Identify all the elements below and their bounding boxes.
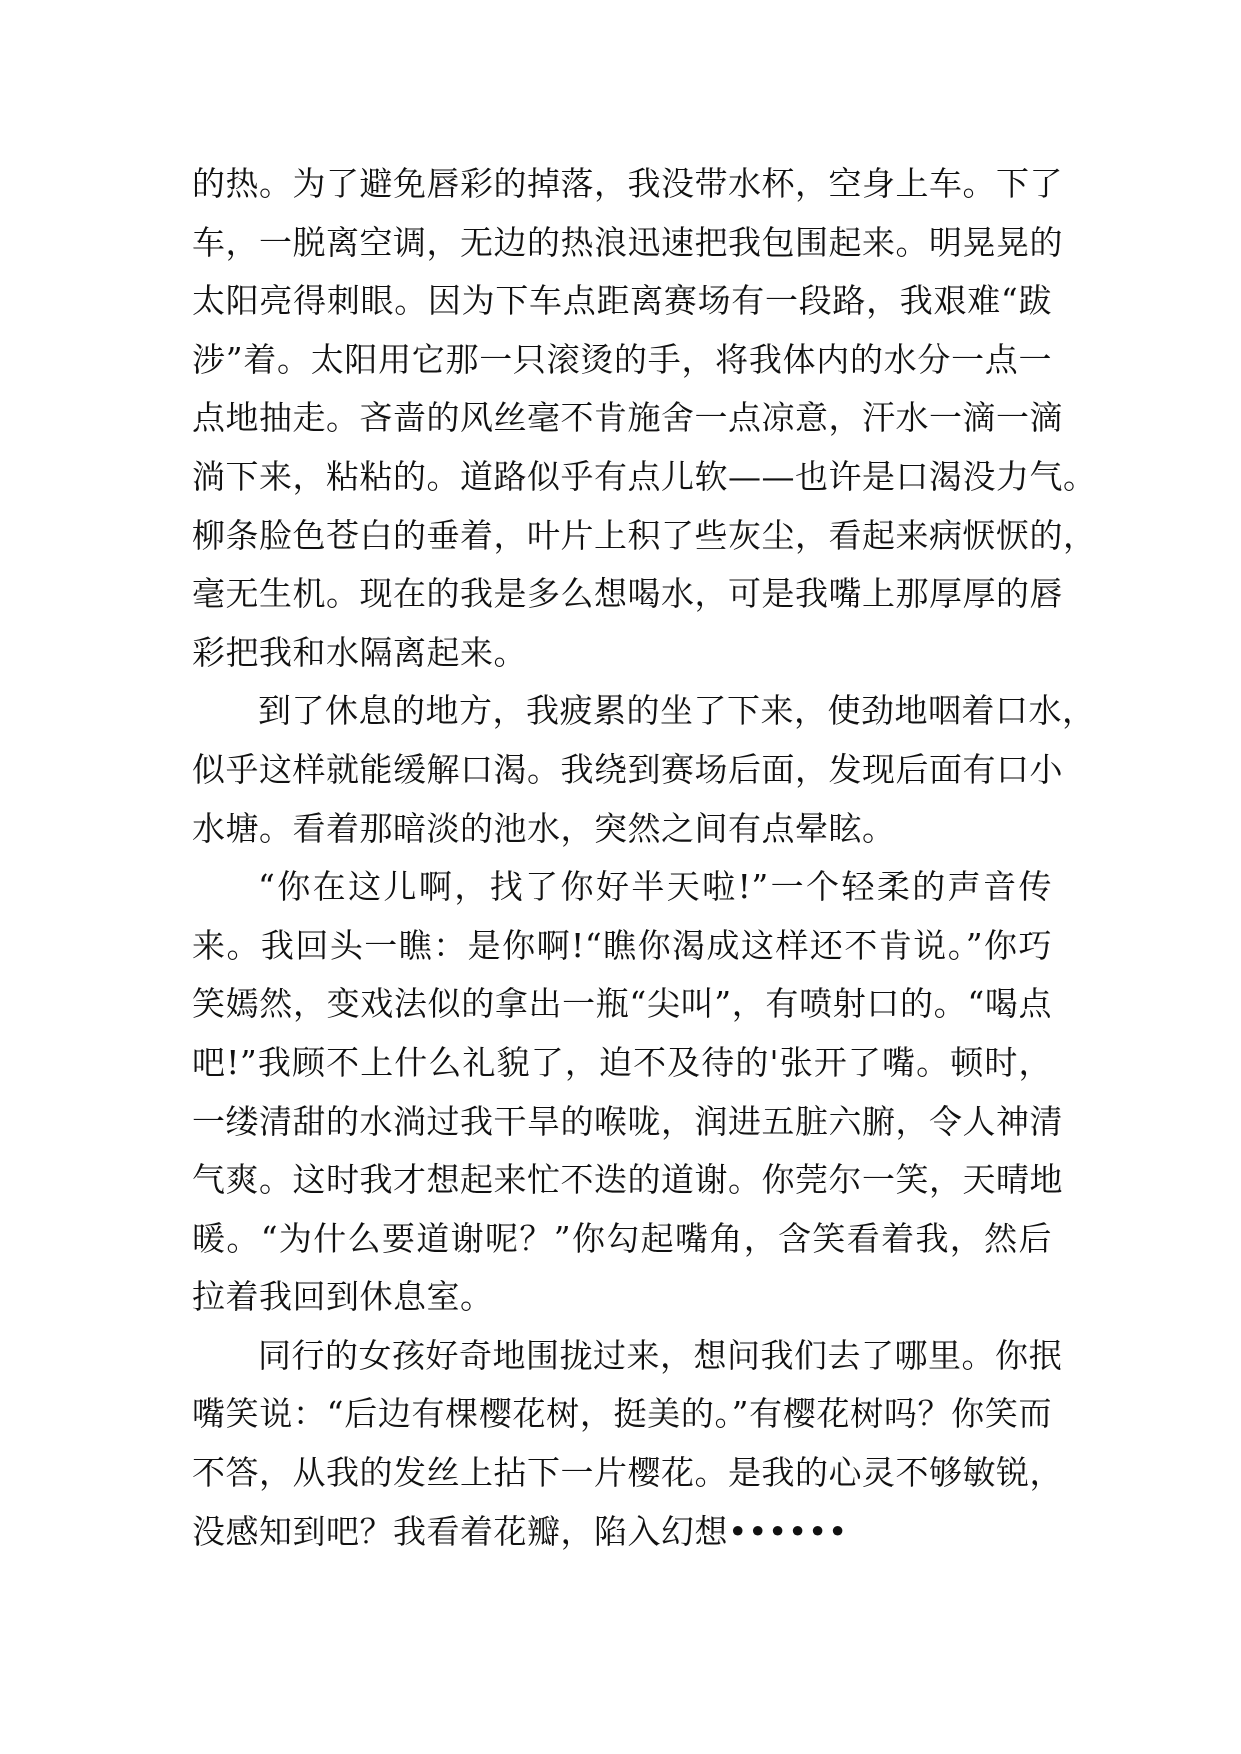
- text-line: 柳条脸色苍白的垂着，叶片上积了些灰尘，看起来病恹恹的，: [192, 515, 1097, 555]
- text-line: 不答，从我的发丝上拈下一片樱花。是我的心灵不够敏锐，: [192, 1453, 1063, 1493]
- text-line: 太阳亮得刺眼。因为下车点距离赛场有一段路，我艰难“跋: [192, 281, 1052, 321]
- paragraph-first-line: 到了休息的地方，我疲累的坐了下来，使劲地咽着口水，: [258, 691, 1096, 731]
- text-line: 笑嫣然，变戏法似的拿出一瓶“尖叫”，有喷射口的。“喝点: [192, 984, 1052, 1024]
- text-line: 嘴笑说：“后边有棵樱花树，挺美的。”有樱花树吗？你笑而: [192, 1394, 1052, 1434]
- text-line: 似乎这样就能缓解口渴。我绕到赛场后面，发现后面有口小: [192, 749, 1063, 789]
- text-line: 毫无生机。现在的我是多么想喝水，可是我嘴上那厚厚的唇: [192, 574, 1063, 614]
- text-line: 车，一脱离空调，无边的热浪迅速把我包围起来。明晃晃的: [192, 222, 1063, 262]
- text-line: 的热。为了避免唇彩的掉落，我没带水杯，空身上车。下了: [192, 164, 1063, 203]
- paragraph-first-line: “你在这儿啊，找了你好半天啦!”一个轻柔的声音传: [258, 867, 1052, 907]
- text-line: 点地抽走。吝啬的风丝毫不肯施舍一点凉意，汗水一滴一滴: [192, 398, 1063, 438]
- text-line: 暖。“为什么要道谢呢？”你勾起嘴角，含笑看着我，然后: [192, 1218, 1052, 1258]
- text-line: 没感知到吧？我看着花瓣，陷入幻想••••••: [192, 1511, 848, 1551]
- text-line: 一缕清甜的水淌过我干旱的喉咙，润进五脏六腑，令人神清: [192, 1101, 1063, 1141]
- body-text: [192, 155, 1097, 1561]
- text-line: 气爽。这时我才想起来忙不迭的道谢。你莞尔一笑，天晴地: [192, 1160, 1063, 1200]
- text-line: 拉着我回到休息室。: [192, 1277, 494, 1317]
- text-line: 涉”着。太阳用它那一只滚烫的手，将我体内的水分一点一: [192, 339, 1052, 379]
- text-line: 来。我回头一瞧：是你啊!“瞧你渴成这样还不肯说。”你巧: [192, 925, 1052, 965]
- text-line: 彩把我和水隔离起来。: [192, 632, 527, 672]
- paragraph-first-line: 同行的女孩好奇地围拢过来，想问我们去了哪里。你抿: [258, 1335, 1062, 1375]
- text-line: 吧!”我顾不上什么礼貌了，迫不及待的'张开了嘴。顿时，: [192, 1042, 1052, 1082]
- text-line: 淌下来，粘粘的。道路似乎有点儿软——也许是口渴没力气。: [192, 456, 1097, 496]
- text-line: 水塘。看着那暗淡的池水，突然之间有点晕眩。: [192, 808, 896, 848]
